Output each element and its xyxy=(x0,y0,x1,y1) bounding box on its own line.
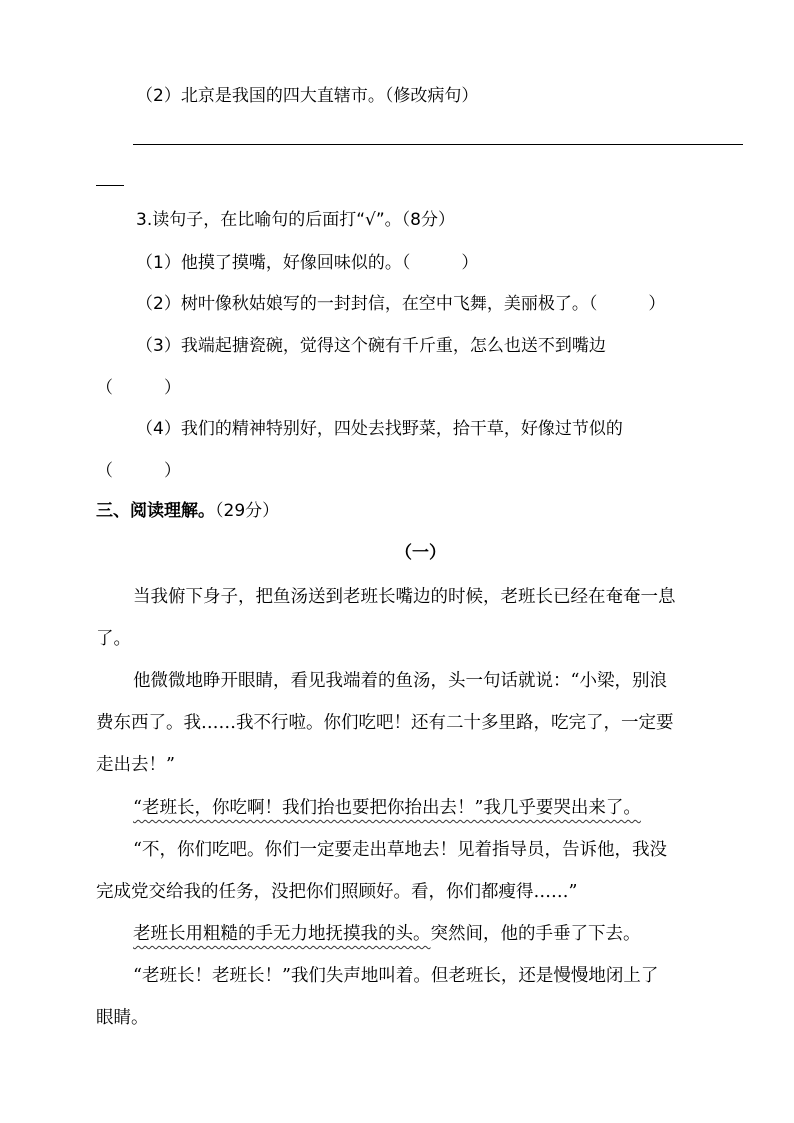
section-3-heading xyxy=(96,500,279,522)
passage-line: 了。 xyxy=(96,629,131,649)
answer-line-overflow xyxy=(96,185,124,186)
question-3-item-1: （1）他摸了摸嘴，好像回味似的。（ ） xyxy=(136,253,479,273)
passage-part-title: （一） xyxy=(395,543,446,563)
passage-line: 眼睛。 xyxy=(96,1008,149,1028)
question-3-item-2: （2）树叶像秋姑娘写的一封封信，在空中飞舞，美丽极了。（ ） xyxy=(136,294,666,314)
passage-line: 当我俯下身子，把鱼汤送到老班长嘴边的时候，老班长已经在奄奄一息 xyxy=(133,587,676,607)
section-3-score: （29分） xyxy=(215,501,280,521)
passage-line-underlined: “老班长，你吃啊！我们抬也要把你抬出去！”我几乎要哭出来了。 xyxy=(133,798,641,818)
question-3-item-3-blank[interactable]: （ ） xyxy=(96,378,181,398)
question-3-item-4: （4）我们的精神特别好，四处去找野菜，拾干草，好像过节似的 xyxy=(136,419,623,439)
question-3-item-3: （3）我端起搪瓷碗，觉得这个碗有千斤重，怎么也送不到嘴边 xyxy=(136,336,606,356)
question-3-item-4-blank[interactable]: （ ） xyxy=(96,461,181,481)
passage-line: “不，你们吃吧。你们一定要走出草地去！见着指导员，告诉他，我没 xyxy=(133,840,667,860)
passage-line-mixed xyxy=(133,923,641,945)
answer-line[interactable] xyxy=(133,144,743,145)
passage-line: 他微微地睁开眼睛，看见我端着的鱼汤，头一句话就说：“小梁，别浪 xyxy=(133,671,667,691)
passage-line: 走出去！” xyxy=(96,755,175,775)
passage-phrase: 突然间，他的手垂了下去。 xyxy=(430,924,641,944)
passage-underlined-phrase: 老班长用粗糙的手无力地抚摸我的头。 xyxy=(133,924,431,944)
passage-line: “老班长！老班长！”我们失声地叫着。但老班长，还是慢慢地闭上了 xyxy=(133,966,659,986)
passage-line: 完成党交给我的任务，没把你们照顾好。看，你们都瘦得……” xyxy=(96,882,578,902)
question-2-item-2: （2）北京是我国的四大直辖市。（修改病句） xyxy=(136,86,479,106)
passage-line: 费东西了。我……我不行啦。你们吃吧！还有二十多里路，吃完了，一定要 xyxy=(96,713,674,733)
question-3-title: 3.读句子，在比喻句的后面打“√”。（8分） xyxy=(136,210,455,230)
section-3-title: 三、阅读理解。 xyxy=(96,501,215,521)
